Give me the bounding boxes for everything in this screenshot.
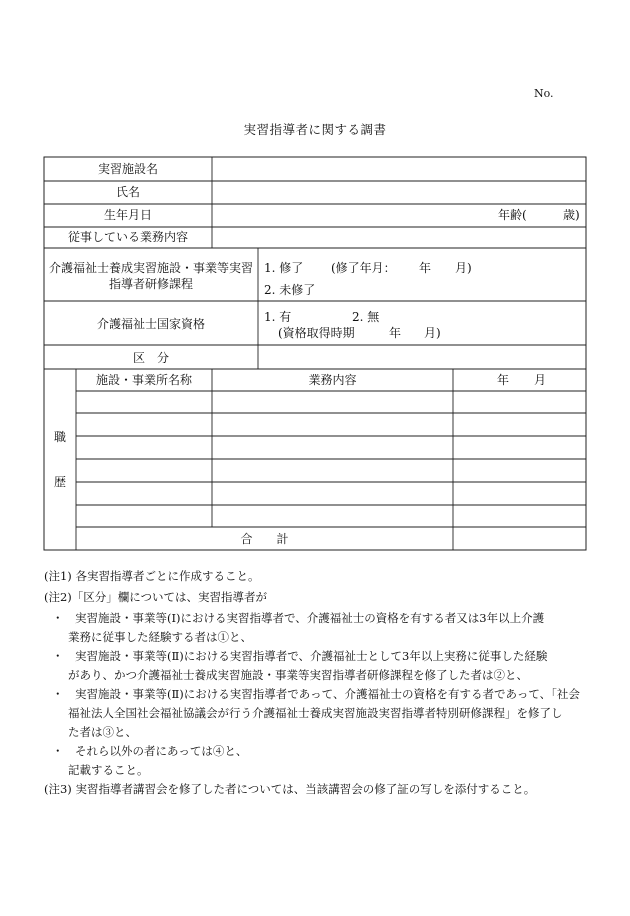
page-title: 実習指導者に関する調書 <box>243 122 387 137</box>
career-label-reki: 歴 <box>53 475 66 489</box>
career-label-shoku: 職 <box>53 430 66 444</box>
total-field[interactable] <box>454 528 585 549</box>
name-label: 氏名 <box>115 185 140 199</box>
note-2-closing: 記載すること。 <box>68 763 149 777</box>
training-completed-date-label: (修了年月： <box>331 261 396 275</box>
training-completed-year: 年 <box>419 261 432 275</box>
note-3: (注3) 実習指導者講習会を修了した者については、当該講習会の修了証の写しを添付すること。 <box>44 782 536 796</box>
age-label: 年齢( <box>498 208 527 222</box>
category-label: 区 分 <box>132 351 169 365</box>
training-completed-month: 月) <box>455 261 472 275</box>
qualification-yes-option[interactable]: 1. 有 <box>264 310 292 324</box>
career-col-duties-header: 業務内容 <box>308 373 357 387</box>
duties-label: 従事している業務内容 <box>67 230 188 244</box>
name-field[interactable] <box>213 182 585 203</box>
note-2-item-3: ・ 実習施設・事業等(Ⅱ)における実習指導者であって、介護福祉士の資格を有する者であって、「社会 <box>52 687 580 701</box>
career-col-month-header: 月 <box>534 373 547 387</box>
training-not-completed-option[interactable]: 2. 未修了 <box>264 283 316 297</box>
training-completed-option[interactable]: 1. 修了 <box>264 261 304 275</box>
qualification-date-label: (資格取得時期 <box>278 326 355 340</box>
note-2-item-1: ・ 実習施設・事業等(Ⅰ)における実習指導者で、介護福祉士の資格を有する者又は3年以上介護 <box>52 611 545 625</box>
qualification-no-option[interactable]: 2. 無 <box>352 310 380 324</box>
duties-field[interactable] <box>213 228 585 247</box>
note-2-item-2-cont: があり、かつ介護福祉士養成実習施設・事業等実習指導者研修課程を修了した者は②と、 <box>68 668 528 682</box>
age-suffix: 歳) <box>563 208 580 222</box>
career-col-year-header: 年 <box>497 373 510 387</box>
birth-date-label: 生年月日 <box>103 208 152 222</box>
document-number-label: No. <box>534 87 554 100</box>
note-1: (注1) 各実習指導者ごとに作成すること。 <box>44 569 260 583</box>
career-rows-area[interactable] <box>77 392 585 526</box>
note-2-item-2: ・ 実習施設・事業等(Ⅱ)における実習指導者で、介護福祉士として3年以上実務に従事した経験 <box>52 649 548 663</box>
training-course-label-line1: 介護福祉士養成実習施設・事業等実習 <box>48 261 253 275</box>
note-2-item-3-cont: 福祉法人全国社会福祉協議会が行う介護福祉士養成実習施設実習指導者特別研修課程」を修了し <box>68 706 563 720</box>
note-2-item-4: ・ それら以外の者にあっては④と、 <box>52 744 248 758</box>
facility-name-field[interactable] <box>213 158 585 180</box>
note-2-item-3-cont2: た者は③と、 <box>68 725 137 739</box>
birth-date-field[interactable] <box>213 205 493 226</box>
training-course-label-line2: 指導者研修課程 <box>108 277 193 291</box>
qualification-year: 年 <box>389 326 402 340</box>
note-2: (注2)「区分」欄については、実習指導者が <box>44 590 268 604</box>
total-label: 合 計 <box>240 532 289 546</box>
facility-name-label: 実習施設名 <box>97 162 158 176</box>
category-field[interactable] <box>259 346 585 368</box>
career-col-facility-header: 施設・事業所名称 <box>95 373 192 387</box>
qualification-month: 月) <box>424 326 441 340</box>
note-2-item-1-cont: 業務に従事した経験する者は①と、 <box>68 630 252 644</box>
qualification-label: 介護福祉士国家資格 <box>96 317 205 331</box>
